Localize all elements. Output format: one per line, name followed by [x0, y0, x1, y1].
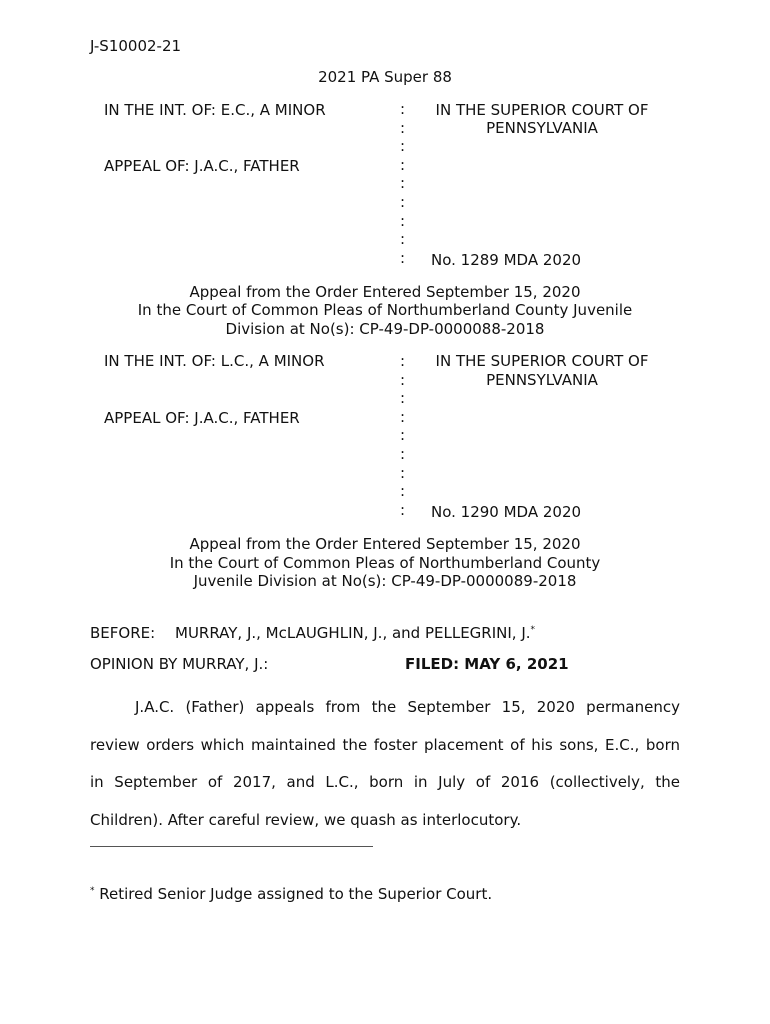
body-line: in September of 2017, and L.C., born in July of 2016 (collectively, the: [90, 773, 680, 791]
docket-number: J-S10002-21: [90, 37, 182, 55]
citation: 2021 PA Super 88: [318, 68, 452, 86]
case1-party: IN THE INT. OF: E.C., A MINOR: [104, 101, 326, 119]
case1-docket: No. 1289 MDA 2020: [431, 251, 582, 269]
case2-court-name: IN THE SUPERIOR COURT OF: [435, 352, 649, 370]
case1-division: Division at No(s): CP-49-DP-0000088-2018: [225, 320, 545, 338]
case2-appellant: APPEAL OF: J.A.C., FATHER: [104, 409, 300, 427]
footnote-mark: *: [90, 886, 95, 896]
body-line: Children). After careful review, we quash as interlocutory.: [90, 811, 522, 829]
footnote-rule: [90, 846, 373, 847]
case2-appeal-from: Appeal from the Order Entered September 15, 2020: [189, 535, 581, 553]
opinion-author: OPINION BY MURRAY, J.:: [90, 655, 269, 673]
body-line: J.A.C. (Father) appeals from the September 15, 2020 permanency: [135, 698, 680, 716]
case2-court-of-origin: In the Court of Common Pleas of Northumberland County: [169, 554, 601, 572]
footnote-text: Retired Senior Judge assigned to the Superior Court.: [94, 885, 493, 903]
case2-party: IN THE INT. OF: L.C., A MINOR: [104, 352, 325, 370]
case1-court-name: IN THE SUPERIOR COURT OF: [435, 101, 649, 119]
case1-appellant: APPEAL OF: J.A.C., FATHER: [104, 157, 300, 175]
filed-date: FILED: MAY 6, 2021: [405, 655, 569, 673]
footnote: [90, 885, 492, 903]
case1-court-of-origin: In the Court of Common Pleas of Northumberland County Juvenile: [137, 301, 633, 319]
body-line: review orders which maintained the foster placement of his sons, E.C., born: [90, 736, 680, 754]
case2-docket: No. 1290 MDA 2020: [431, 503, 582, 521]
footnote-reference: *: [530, 625, 536, 635]
case2-colon-column: : : : : : : : : :: [400, 352, 406, 519]
before-label: BEFORE:: [90, 624, 156, 642]
case1-appeal-from: Appeal from the Order Entered September 15, 2020: [189, 283, 581, 301]
case1-court-state: PENNSYLVANIA: [486, 119, 598, 137]
case2-court-state: PENNSYLVANIA: [486, 371, 598, 389]
judges-names: MURRAY, J., McLAUGHLIN, J., and PELLEGRINI, J.: [175, 624, 531, 642]
panel-judges: [175, 624, 535, 642]
case1-colon-column: : : : : : : : : :: [400, 100, 406, 267]
case2-division: Juvenile Division at No(s): CP-49-DP-0000089-2018: [193, 572, 577, 590]
